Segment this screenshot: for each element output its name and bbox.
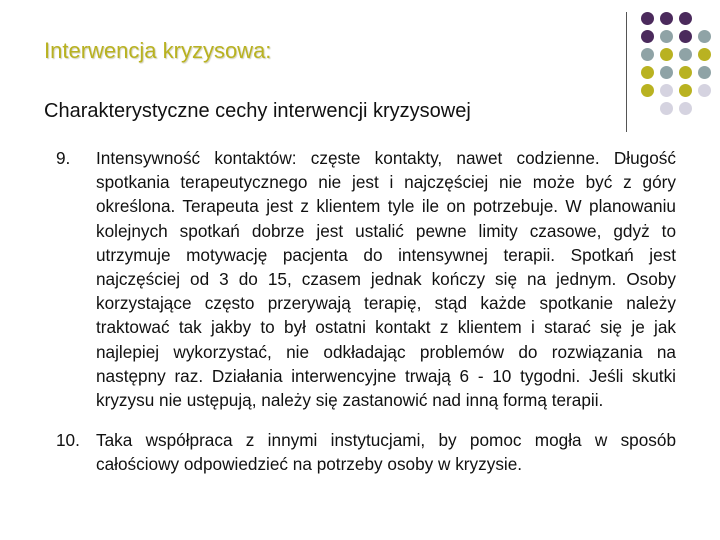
dot-teal bbox=[641, 48, 654, 61]
dot-teal bbox=[698, 30, 711, 43]
dot-purple bbox=[641, 12, 654, 25]
dot-teal bbox=[698, 66, 711, 79]
list-item bbox=[56, 428, 676, 476]
dot-olive bbox=[641, 84, 654, 97]
dot-purple bbox=[641, 30, 654, 43]
dot-purple bbox=[679, 12, 692, 25]
dot-lavender bbox=[698, 84, 711, 97]
dot-teal bbox=[660, 30, 673, 43]
slide-title: Interwencja kryzysowa: bbox=[44, 38, 272, 63]
dot-lavender bbox=[660, 102, 673, 115]
dot-lavender bbox=[679, 102, 692, 115]
list-item-number: 10. bbox=[56, 430, 80, 451]
slide-subtitle: Charakterystyczne cechy interwencji kryzysowej bbox=[44, 100, 471, 122]
dot-purple bbox=[660, 12, 673, 25]
numbered-list bbox=[56, 146, 676, 477]
list-item-number: 9. bbox=[56, 148, 71, 168]
dot-teal bbox=[660, 66, 673, 79]
dot-teal bbox=[679, 48, 692, 61]
dot-olive bbox=[660, 48, 673, 61]
dot-purple bbox=[679, 30, 692, 43]
dot-lavender bbox=[660, 84, 673, 97]
list-item-text: Taka współpraca z innymi instytucjami, by pomoc mogła w sposób całościowy odpowiedzieć na potrzeby osoby w kryzysie. bbox=[96, 430, 676, 475]
list-item-text: Intensywność kontaktów: częste kontakty, nawet codzienne. Długość spotkania terapeutycznego nie jest i najczęściej nie może być z góry określona. Terapeuta jest z klientem tyle ile on potrzebuje. W planowaniu kolejnych spotkań dobrze jest ustalić pewne limity czasowe, gdyż to utrzymuje motywację pacjenta do intensywnej terapii. Spotkań jest najczęściej od 3 do 15, czasem jednak kończy się na jednym. Osoby korzystające często przerywają terapię, stąd każde spotkanie należy traktować tak jakby to był ostatni kontakt z klientem i starać się je jak najlepiej wykorzystać, nie odkładając problemów do rozwiązania na następny raz. Działania interwencyjne trwają 6 - 10 tygodni. Jeśli skutki kryzysu nie ustępują, należy się zastanowić nad inną formą terapii. bbox=[96, 148, 676, 411]
dot-olive bbox=[679, 66, 692, 79]
vertical-divider bbox=[626, 12, 627, 132]
list-item bbox=[56, 146, 676, 412]
dot-olive bbox=[679, 84, 692, 97]
dot-olive bbox=[641, 66, 654, 79]
dot-olive bbox=[698, 48, 711, 61]
